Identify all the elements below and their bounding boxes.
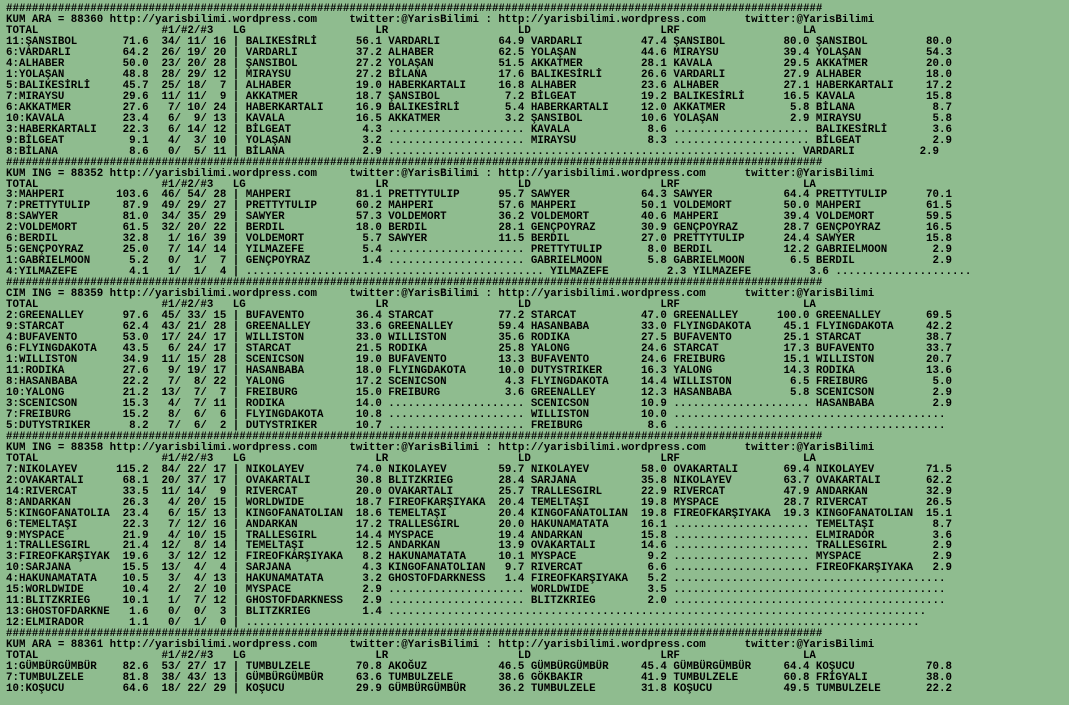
text-line: 1:TRALLESGIRL 21.4 12/ 8/ 14 | TEMELTAŞI 12.5 ANDARKAN 13.9 OVAKARTALI 14.6 ..................... TRALLESGIRL 2.9 xyxy=(6,540,952,553)
text-line: 10:KAVALA 23.4 6/ 9/ 13 | KAVALA 16.5 AKKATMER 3.2 ŞANSIBOL 10.6 YOLAŞAN 2.9 MIRAYSU 5.8 xyxy=(6,112,952,125)
text-line: 11:BLITZKRIEG 10.1 1/ 7/ 12 | GHOSTOFDARKNESS 2.9 ..................... BLITZKRIEG 2.0 .......................................... xyxy=(6,595,946,608)
text-line: 5:BALIKESİRLİ 45.7 25/ 18/ 7 | ALHABER 19.0 HABERKARTALI 16.8 ALHABER 23.6 ALHABER 27.1 HABERKARTALI 17.2 xyxy=(6,79,952,92)
text-line: TOTAL #1/#2/#3 LG LR LD LRF LA xyxy=(6,178,816,191)
text-line: 14:RIVERCAT 33.5 11/ 14/ 9 | RIVERCAT 20.0 OVAKARTALI 25.7 TRALLESGIRL 22.9 RIVERCAT 47.9 ANDARKAN 32.9 xyxy=(6,485,952,498)
text-line: 3:MAHPERI 103.6 46/ 54/ 28 | MAHPERI 81.1 PRETTYTULIP 95.7 SAWYER 64.3 SAWYER 64.4 PRETTYTULIP 70.1 xyxy=(6,189,952,202)
text-line: 11:ŞANSIBOL 71.6 34/ 11/ 16 | BALIKESİRLİ 56.1 VARDARLI 64.9 VARDARLI 47.4 ŞANSIBOL 80.0 ŞANSIBOL 80.0 xyxy=(6,35,952,48)
text-lines xyxy=(6,4,971,695)
text-line: KUM ING = 88358 http://yarisbilimi.wordpress.com twitter:@YarisBilimi : http://yarisbilimi.wordpress.com twitter:@YarisBilimi xyxy=(6,441,875,454)
text-line: 4:YILMAZEFE 4.1 1/ 1/ 4 | .............................................. YILMAZEFE 2.3 YILMAZEFE 3.6 ..................... xyxy=(6,266,972,279)
text-line: 5:KINGOFANATOLIA 23.4 6/ 15/ 13 | KINGOFANATOLIAN 18.6 TEMELTAŞI 20.4 KINGOFANATOLIAN 19.8 FIREOFKARŞIYAKA 19.3 KINGOFANATOLIAN 15.1 xyxy=(6,507,952,520)
text-line: ############################################################################################################################## xyxy=(6,156,823,169)
text-line: 10:SARJANA 15.5 13/ 4/ 4 | SARJANA 4.3 KINGOFANATOLIAN 9.7 RIVERCAT 6.6 ..................... FIREOFKARŞIYAKA 2.9 xyxy=(6,562,952,575)
text-line: 6:AKKATMER 27.6 7/ 10/ 24 | HABERKARTALI 16.9 BALIKESİRLİ 5.4 HABERKARTALI 12.0 AKKATMER 5.8 BİLANA 8.7 xyxy=(6,101,952,114)
text-line: 1:GÜMBÜRGÜMBÜR 82.6 53/ 27/ 17 | TUMBULZELE 70.8 AKOĞUZ 46.5 GÜMBÜRGÜMBÜR 45.4 GÜMBÜRGÜMBÜR 64.4 KOŞUCU 70.8 xyxy=(6,661,952,674)
text-line: ############################################################################################################################## xyxy=(6,430,823,443)
text-line: ############################################################################################################################## xyxy=(6,277,823,290)
text-line: 2:OVAKARTALI 68.1 20/ 37/ 17 | OVAKARTALI 30.8 BLITZKRIEG 28.4 SARJANA 35.8 NIKOLAYEV 63.7 OVAKARTALI 62.2 xyxy=(6,474,952,487)
text-line: 15:WORLDWIDE 10.4 2/ 2/ 10 | MYSPACE 2.9 ..................... WORLDWIDE 3.5 .......................................... xyxy=(6,584,946,597)
text-line: 9:MYSPACE 21.9 4/ 10/ 15 | TRALLESGIRL 14.4 MYSPACE 19.4 ANDARKAN 15.8 ..................... ELMIRADOR 3.6 xyxy=(6,529,952,542)
text-line: CIM ING = 88359 http://yarisbilimi.wordpress.com twitter:@YarisBilimi : http://yarisbilimi.wordpress.com twitter:@YarisBilimi xyxy=(6,288,875,301)
text-line: 6:VARDARLI 64.2 26/ 19/ 20 | VARDARLI 37.2 ALHABER 62.5 YOLAŞAN 44.6 MIRAYSU 39.4 YOLAŞAN 54.3 xyxy=(6,46,952,59)
text-line: 7:NIKOLAYEV 115.2 84/ 22/ 17 | NIKOLAYEV 74.0 NIKOLAYEV 59.7 NIKOLAYEV 58.0 OVAKARTALI 69.4 NIKOLAYEV 71.5 xyxy=(6,463,952,476)
text-line: 6:BERDIL 32.8 1/ 16/ 39 | VOLDEMORT 5.7 SAWYER 11.5 BERDIL 27.0 PRETTYTULIP 24.4 SAWYER 15.8 xyxy=(6,233,952,246)
text-line: 11:RODIKA 27.6 9/ 19/ 17 | HASANBABA 18.0 FLYINGDAKOTA 10.0 DUTYSTRIKER 16.3 YALONG 14.3 RODIKA 13.6 xyxy=(6,364,952,377)
text-line: 10:YALONG 21.2 13/ 7/ 7 | FREIBURG 15.0 FREIBURG 3.6 GREENALLEY 12.3 HASANBABA 5.8 SCENICSON 2.9 xyxy=(6,386,952,399)
text-line: TOTAL #1/#2/#3 LG LR LD LRF LA xyxy=(6,299,816,312)
text-line: 5:GENÇPOYRAZ 25.0 7/ 14/ 14 | YILMAZEFE 5.4 ..................... PRETTYTULIP 8.0 BERDIL 12.2 GABRIELMOON 2.9 xyxy=(6,244,952,257)
text-line: 8:HASANBABA 22.2 7/ 8/ 22 | YALONG 17.2 SCENICSON 4.3 FLYINGDAKOTA 14.4 WILLISTON 6.5 FREIBURG 5.0 xyxy=(6,375,952,388)
text-line: ############################################################################################################################## xyxy=(6,3,823,15)
text-line: 1:WILLISTON 34.9 11/ 15/ 28 | SCENICSON 19.0 BUFAVENTO 13.3 BUFAVENTO 24.6 FREIBURG 15.1 WILLISTON 20.7 xyxy=(6,354,952,366)
text-line: 3:FIREOFKARŞIYAK 19.6 3/ 12/ 12 | FIREOFKARŞIYAKA 8.2 HAKUNAMATATA 10.1 MYSPACE 9.2 ..................... MYSPACE 2.9 xyxy=(6,551,952,564)
text-line: 6:FLYINGDAKOTA 43.5 6/ 24/ 17 | STARCAT 21.5 RODIKA 25.8 YALONG 24.6 STARCAT 17.3 BUFAVENTO 33.7 xyxy=(6,343,952,356)
text-line: 2:GREENALLEY 97.6 45/ 33/ 15 | BUFAVENTO 36.4 STARCAT 77.2 STARCAT 47.0 GREENALLEY 100.0 GREENALLEY 69.5 xyxy=(6,310,952,323)
text-line: 4:BUFAVENTO 53.0 17/ 24/ 17 | WILLISTON 33.0 WILLISTON 35.6 RODIKA 27.5 BUFAVENTO 25.1 STARCAT 38.7 xyxy=(6,332,952,345)
text-line: 3:SCENICSON 15.3 4/ 7/ 11 | RODIKA 14.0 ..................... SCENICSON 10.9 ..................... HASANBABA 2.9 xyxy=(6,397,952,410)
text-line: TOTAL #1/#2/#3 LG LR LD LRF LA xyxy=(6,650,816,663)
text-line: 3:HABERKARTALI 22.3 6/ 14/ 12 | BİLGEAT 4.3 ..................... KAVALA 8.6 ..................... BALIKESİRLİ 3.6 xyxy=(6,123,952,136)
text-line: 6:TEMELTAŞI 22.3 7/ 12/ 16 | ANDARKAN 17.2 TRALLESGIRL 20.0 HAKUNAMATATA 16.1 ..................... TEMELTAŞI 8.7 xyxy=(6,518,952,531)
text-line: 2:VOLDEMORT 61.5 32/ 20/ 22 | BERDIL 18.0 BERDIL 28.1 GENÇPOYRAZ 30.9 GENÇPOYRAZ 28.7 GENÇPOYRAZ 16.5 xyxy=(6,222,952,235)
text-line: 7:PRETTYTULIP 87.9 49/ 29/ 27 | PRETTYTULIP 60.2 MAHPERI 57.6 MAHPERI 50.1 VOLDEMORT 50.0 MAHPERI 61.5 xyxy=(6,200,952,213)
text-line: TOTAL #1/#2/#3 LG LR LD LRF LA xyxy=(6,24,816,37)
text-line: 1:YOLAŞAN 48.8 28/ 29/ 12 | MIRAYSU 27.2 BİLANA 17.6 BALIKESİRLİ 26.6 VARDARLI 27.9 ALHABER 18.0 xyxy=(6,68,952,81)
text-line: 1:GABRIELMOON 5.2 0/ 1/ 7 | GENÇPOYRAZ 1.4 ..................... GABRIELMOON 5.8 GABRIELMOON 6.5 BERDIL 2.9 xyxy=(6,255,952,268)
text-line: TOTAL #1/#2/#3 LG LR LD LRF LA xyxy=(6,452,816,465)
text-line: 4:ALHABER 50.0 23/ 20/ 28 | ŞANSIBOL 27.2 YOLAŞAN 51.5 AKKATMER 28.1 KAVALA 29.5 AKKATMER 20.0 xyxy=(6,57,952,70)
text-line: 13:GHOSTOFDARKNE 1.6 0/ 0/ 3 | BLITZKRIEG 1.4 ................................................................................... xyxy=(6,606,927,619)
text-line: 5:DUTYSTRIKER 8.2 7/ 6/ 2 | DUTYSTRIKER 10.7 ..................... FREIBURG 8.6 .......................................... xyxy=(6,419,946,432)
text-line: KUM ARA = 88361 http://yarisbilimi.wordpress.com twitter:@YarisBilimi : http://yarisbilimi.wordpress.com twitter:@YarisBilimi xyxy=(6,639,875,652)
text-line: 8:SAWYER 81.0 34/ 35/ 29 | SAWYER 57.3 VOLDEMORT 36.2 VOLDEMORT 40.6 MAHPERI 39.4 VOLDEMORT 59.5 xyxy=(6,211,952,224)
text-line: 4:HAKUNAMATATA 10.5 3/ 4/ 13 | HAKUNAMATATA 3.2 GHOSTOFDARKNESS 1.4 FIREOFKARŞIYAKA 5.2 .......................................... xyxy=(6,573,946,586)
text-line: 7:FREIBURG 15.2 8/ 6/ 6 | FLYINGDAKOTA 10.8 ..................... WILLISTON 10.0 .......................................... xyxy=(6,408,946,421)
text-line: 9:STARCAT 62.4 43/ 21/ 28 | GREENALLEY 33.6 GREENALLEY 59.4 HASANBABA 33.0 FLYINGDAKOTA 45.1 FLYINGDAKOTA 42.2 xyxy=(6,321,952,334)
text-line: 12:ELMIRADOR 1.1 0/ 1/ 0 | ........................................................................................................ xyxy=(6,617,920,630)
text-line: 8:BİLANA 8.6 0/ 5/ 11 | BİLANA 2.9 ............................................................... VARDARLI 2.9 xyxy=(6,145,940,158)
text-line: 7:MIRAYSU 29.6 11/ 11/ 9 | AKKATMER 18.7 ŞANSIBOL 7.2 BİLGEAT 19.2 BALIKESİRLİ 16.5 KAVALA 15.8 xyxy=(6,90,952,103)
text-line: KUM ARA = 88360 http://yarisbilimi.wordpress.com twitter:@YarisBilimi : http://yarisbilimi.wordpress.com twitter:@YarisBilimi xyxy=(6,13,875,26)
text-line: 10:KOŞUCU 64.6 18/ 22/ 29 | KOŞUCU 29.9 GÜMBÜRGÜMBÜR 36.2 TUMBULZELE 31.8 KOŞUCU 49.5 TUMBULZELE 22.2 xyxy=(6,683,952,696)
text-line: KUM ING = 88352 http://yarisbilimi.wordpress.com twitter:@YarisBilimi : http://yarisbilimi.wordpress.com twitter:@YarisBilimi xyxy=(6,167,875,180)
text-line: ############################################################################################################################## xyxy=(6,628,823,641)
text-line: 8:ANDARKAN 26.3 4/ 20/ 15 | WORLDWIDE 18.7 FIREOFKARŞIYAKA 20.4 TEMELTAŞI 19.8 MYSPACE 28.7 RIVERCAT 26.5 xyxy=(6,496,952,509)
text-line: 9:BİLGEAT 9.1 4/ 3/ 10 | YOLAŞAN 3.2 ..................... MIRAYSU 8.3 ..................... BİLGEAT 2.9 xyxy=(6,134,952,147)
text-line: 7:TUMBULZELE 81.8 38/ 43/ 13 | GÜMBÜRGÜMBÜR 63.6 TUMBULZELE 38.6 GÖKBAKIR 41.9 TUMBULZELE 60.8 FRİGYALI 38.0 xyxy=(6,672,952,685)
